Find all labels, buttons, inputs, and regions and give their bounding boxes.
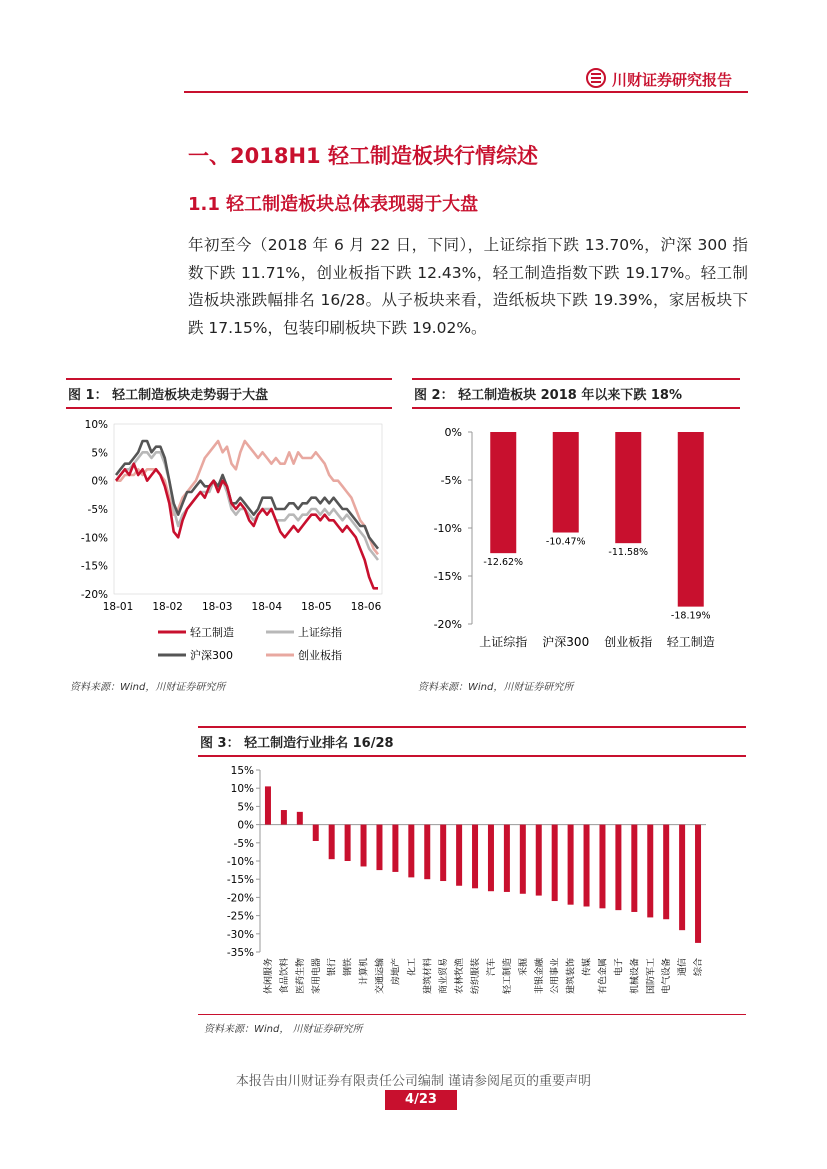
fig2-bar [490, 432, 516, 553]
fig3-category-label: 采掘 [518, 958, 529, 977]
figure-1-chart [66, 410, 392, 672]
fig3-bar [297, 812, 303, 825]
fig3-bar [424, 825, 430, 880]
fig1-y-tick: -5% [87, 504, 108, 516]
figure-2-title: 图 2： 轻工制造板块 2018 年以来下跌 18% [414, 388, 682, 403]
fig1-x-tick: 18-01 [102, 601, 134, 613]
fig1-y-tick: -15% [80, 560, 108, 573]
fig3-bar [281, 810, 287, 825]
summary-paragraph: 年初至今（2018 年 6 月 22 日，下同），上证综指下跌 13.70%，沪深 300 指数下跌 11.71%，创业板指下跌 12.43%，轻工制造指数下跌 19.17%。轻工制造板块涨跌幅排名 16/28。从子板块来看，造纸板块下跌 19.39%，家居板块下跌 17.15%，包装印刷板块下跌 19.02%。 [188, 236, 748, 337]
figure-1-title-line [66, 407, 392, 409]
fig2-category-label: 沪深300 [542, 635, 590, 649]
fig3-category-label: 国防军工 [646, 958, 657, 995]
fig3-bar [376, 825, 382, 871]
fig3-category-label: 农林牧渔 [455, 958, 466, 995]
header-title: 川财证券研究报告 [612, 71, 733, 89]
fig3-bar [568, 825, 574, 905]
fig3-y-tick: -30% [226, 928, 254, 941]
header-divider [184, 91, 748, 93]
fig1-x-tick: 18-05 [301, 601, 332, 613]
figure-3 [198, 726, 746, 757]
fig1-x-tick: 18-04 [251, 601, 283, 613]
figure-1 [66, 378, 392, 409]
fig3-category-label: 建筑材料 [423, 958, 434, 995]
figure-3-title: 图 3： 轻工制造行业排名 16/28 [200, 736, 394, 751]
fig3-category-label: 公用事业 [550, 958, 561, 995]
fig2-y-tick: -20% [433, 618, 462, 631]
fig3-category-label: 通信 [678, 958, 689, 977]
fig3-category-label: 银行 [327, 958, 338, 977]
fig3-category-label: 电气设备 [662, 958, 673, 995]
fig3-category-label: 化工 [407, 958, 418, 977]
section-title: 一、2018H1 轻工制造板块行情综述 [188, 144, 538, 168]
fig3-bar [456, 825, 462, 886]
fig3-category-label: 汽车 [486, 958, 497, 977]
fig1-x-tick: 18-02 [152, 601, 183, 613]
fig3-y-tick: 0% [237, 819, 254, 832]
fig3-category-label: 休闲服务 [263, 958, 274, 995]
figure-3-source: 资料来源：Wind， 川财证券研究所 [204, 1024, 363, 1035]
fig2-category-label: 上证综指 [479, 635, 528, 649]
legend-label-cybz: 创业板指 [298, 649, 342, 662]
fig3-bar [663, 825, 669, 920]
fig3-bar [392, 825, 398, 872]
figure-2 [412, 378, 740, 409]
fig2-value-label: -18.19% [670, 610, 711, 622]
legend-label-szzz: 上证综指 [298, 626, 342, 639]
fig3-y-tick: 5% [237, 801, 254, 814]
fig2-category-label: 轻工制造 [666, 635, 715, 649]
fig3-bar [329, 825, 335, 860]
fig3-y-tick: -20% [226, 892, 254, 905]
legend-label-hs300: 沪深300 [190, 649, 233, 662]
figure-2-chart [412, 410, 740, 672]
fig3-category-label: 家用电器 [311, 958, 322, 995]
figure-3-bottom-line [198, 1014, 746, 1015]
fig3-category-label: 交通运输 [375, 958, 386, 995]
fig3-category-label: 纺织服装 [471, 958, 482, 995]
fig2-y-tick: -10% [433, 522, 462, 535]
fig3-category-label: 建筑装饰 [566, 958, 577, 995]
fig3-category-label: 商业贸易 [439, 958, 450, 995]
fig2-bar [553, 432, 579, 533]
fig3-category-label: 非银金融 [534, 958, 545, 995]
fig3-category-label: 传媒 [582, 958, 593, 977]
fig3-bar [313, 825, 319, 841]
figure-1-title: 图 1： 轻工制造板块走势弱于大盘 [68, 388, 269, 403]
fig2-y-tick: 0% [444, 426, 462, 439]
fig3-bar [695, 825, 701, 943]
fig3-bar [440, 825, 446, 881]
fig3-bar [647, 825, 653, 918]
fig3-bar [679, 825, 685, 931]
company-logo-icon [586, 68, 606, 88]
legend-label-qgzz: 轻工制造 [190, 626, 234, 639]
fig3-category-label: 计算机 [359, 958, 370, 986]
fig3-y-tick: -35% [226, 947, 254, 959]
fig3-y-tick: -5% [233, 837, 254, 850]
fig1-y-tick: 5% [91, 447, 108, 460]
fig3-bar [520, 825, 526, 894]
fig1-x-tick: 18-06 [350, 601, 382, 613]
fig3-bar [552, 825, 558, 901]
page-number: 4/23 [385, 1090, 457, 1110]
fig2-value-label: -10.47% [545, 536, 586, 548]
fig3-y-tick: -25% [226, 910, 254, 923]
fig3-category-label: 房地产 [391, 958, 402, 986]
fig3-category-label: 食品饮料 [279, 958, 290, 995]
fig1-y-tick: 10% [84, 419, 108, 431]
fig3-bar [361, 825, 367, 867]
fig1-y-tick: -20% [80, 589, 108, 601]
fig3-category-label: 有色金属 [598, 958, 609, 995]
fig3-bar [615, 825, 621, 911]
figure-3-chart [198, 760, 746, 1016]
fig1-y-tick: -10% [80, 532, 108, 545]
fig3-bar [584, 825, 590, 907]
fig3-bar [488, 825, 494, 892]
figure-2-source: 资料来源：Wind，川财证券研究所 [418, 682, 574, 693]
footer-disclaimer: 本报告由川财证券有限责任公司编制 谨请参阅尾页的重要声明 [235, 1074, 592, 1089]
fig2-value-label: -11.58% [608, 547, 649, 559]
fig2-value-label: -12.62% [483, 557, 524, 569]
figure-3-title-line [198, 755, 746, 757]
fig3-y-tick: 15% [230, 765, 254, 777]
fig3-bar [408, 825, 414, 878]
fig3-bar [345, 825, 351, 861]
fig2-category-label: 创业板指 [604, 635, 653, 649]
fig3-y-tick: -15% [226, 874, 254, 887]
fig3-bar [631, 825, 637, 912]
subsection-title: 1.1 轻工制造板块总体表现弱于大盘 [188, 194, 479, 215]
fig3-category-label: 机械设备 [630, 958, 641, 995]
fig2-bar [615, 432, 641, 543]
figure-2-title-line [412, 407, 740, 409]
fig2-bar [678, 432, 704, 607]
fig3-bar [472, 825, 478, 889]
fig3-bar [504, 825, 510, 892]
fig1-x-tick: 18-03 [201, 601, 233, 613]
fig3-category-label: 医药生物 [295, 958, 306, 995]
figure-1-source: 资料来源：Wind，川财证券研究所 [70, 682, 226, 693]
fig1-y-tick: 0% [91, 475, 108, 488]
fig2-y-tick: -5% [440, 474, 462, 487]
fig2-y-tick: -15% [433, 570, 462, 583]
fig3-bar [265, 786, 271, 824]
fig3-category-label: 钢铁 [343, 958, 354, 977]
fig3-bar [599, 825, 605, 909]
fig3-category-label: 综合 [694, 958, 705, 977]
fig3-y-tick: -10% [226, 856, 254, 868]
fig3-category-label: 轻工制造 [502, 958, 513, 995]
fig3-category-label: 电子 [614, 958, 625, 977]
fig3-bar [536, 825, 542, 896]
fig3-y-tick: 10% [230, 783, 254, 796]
